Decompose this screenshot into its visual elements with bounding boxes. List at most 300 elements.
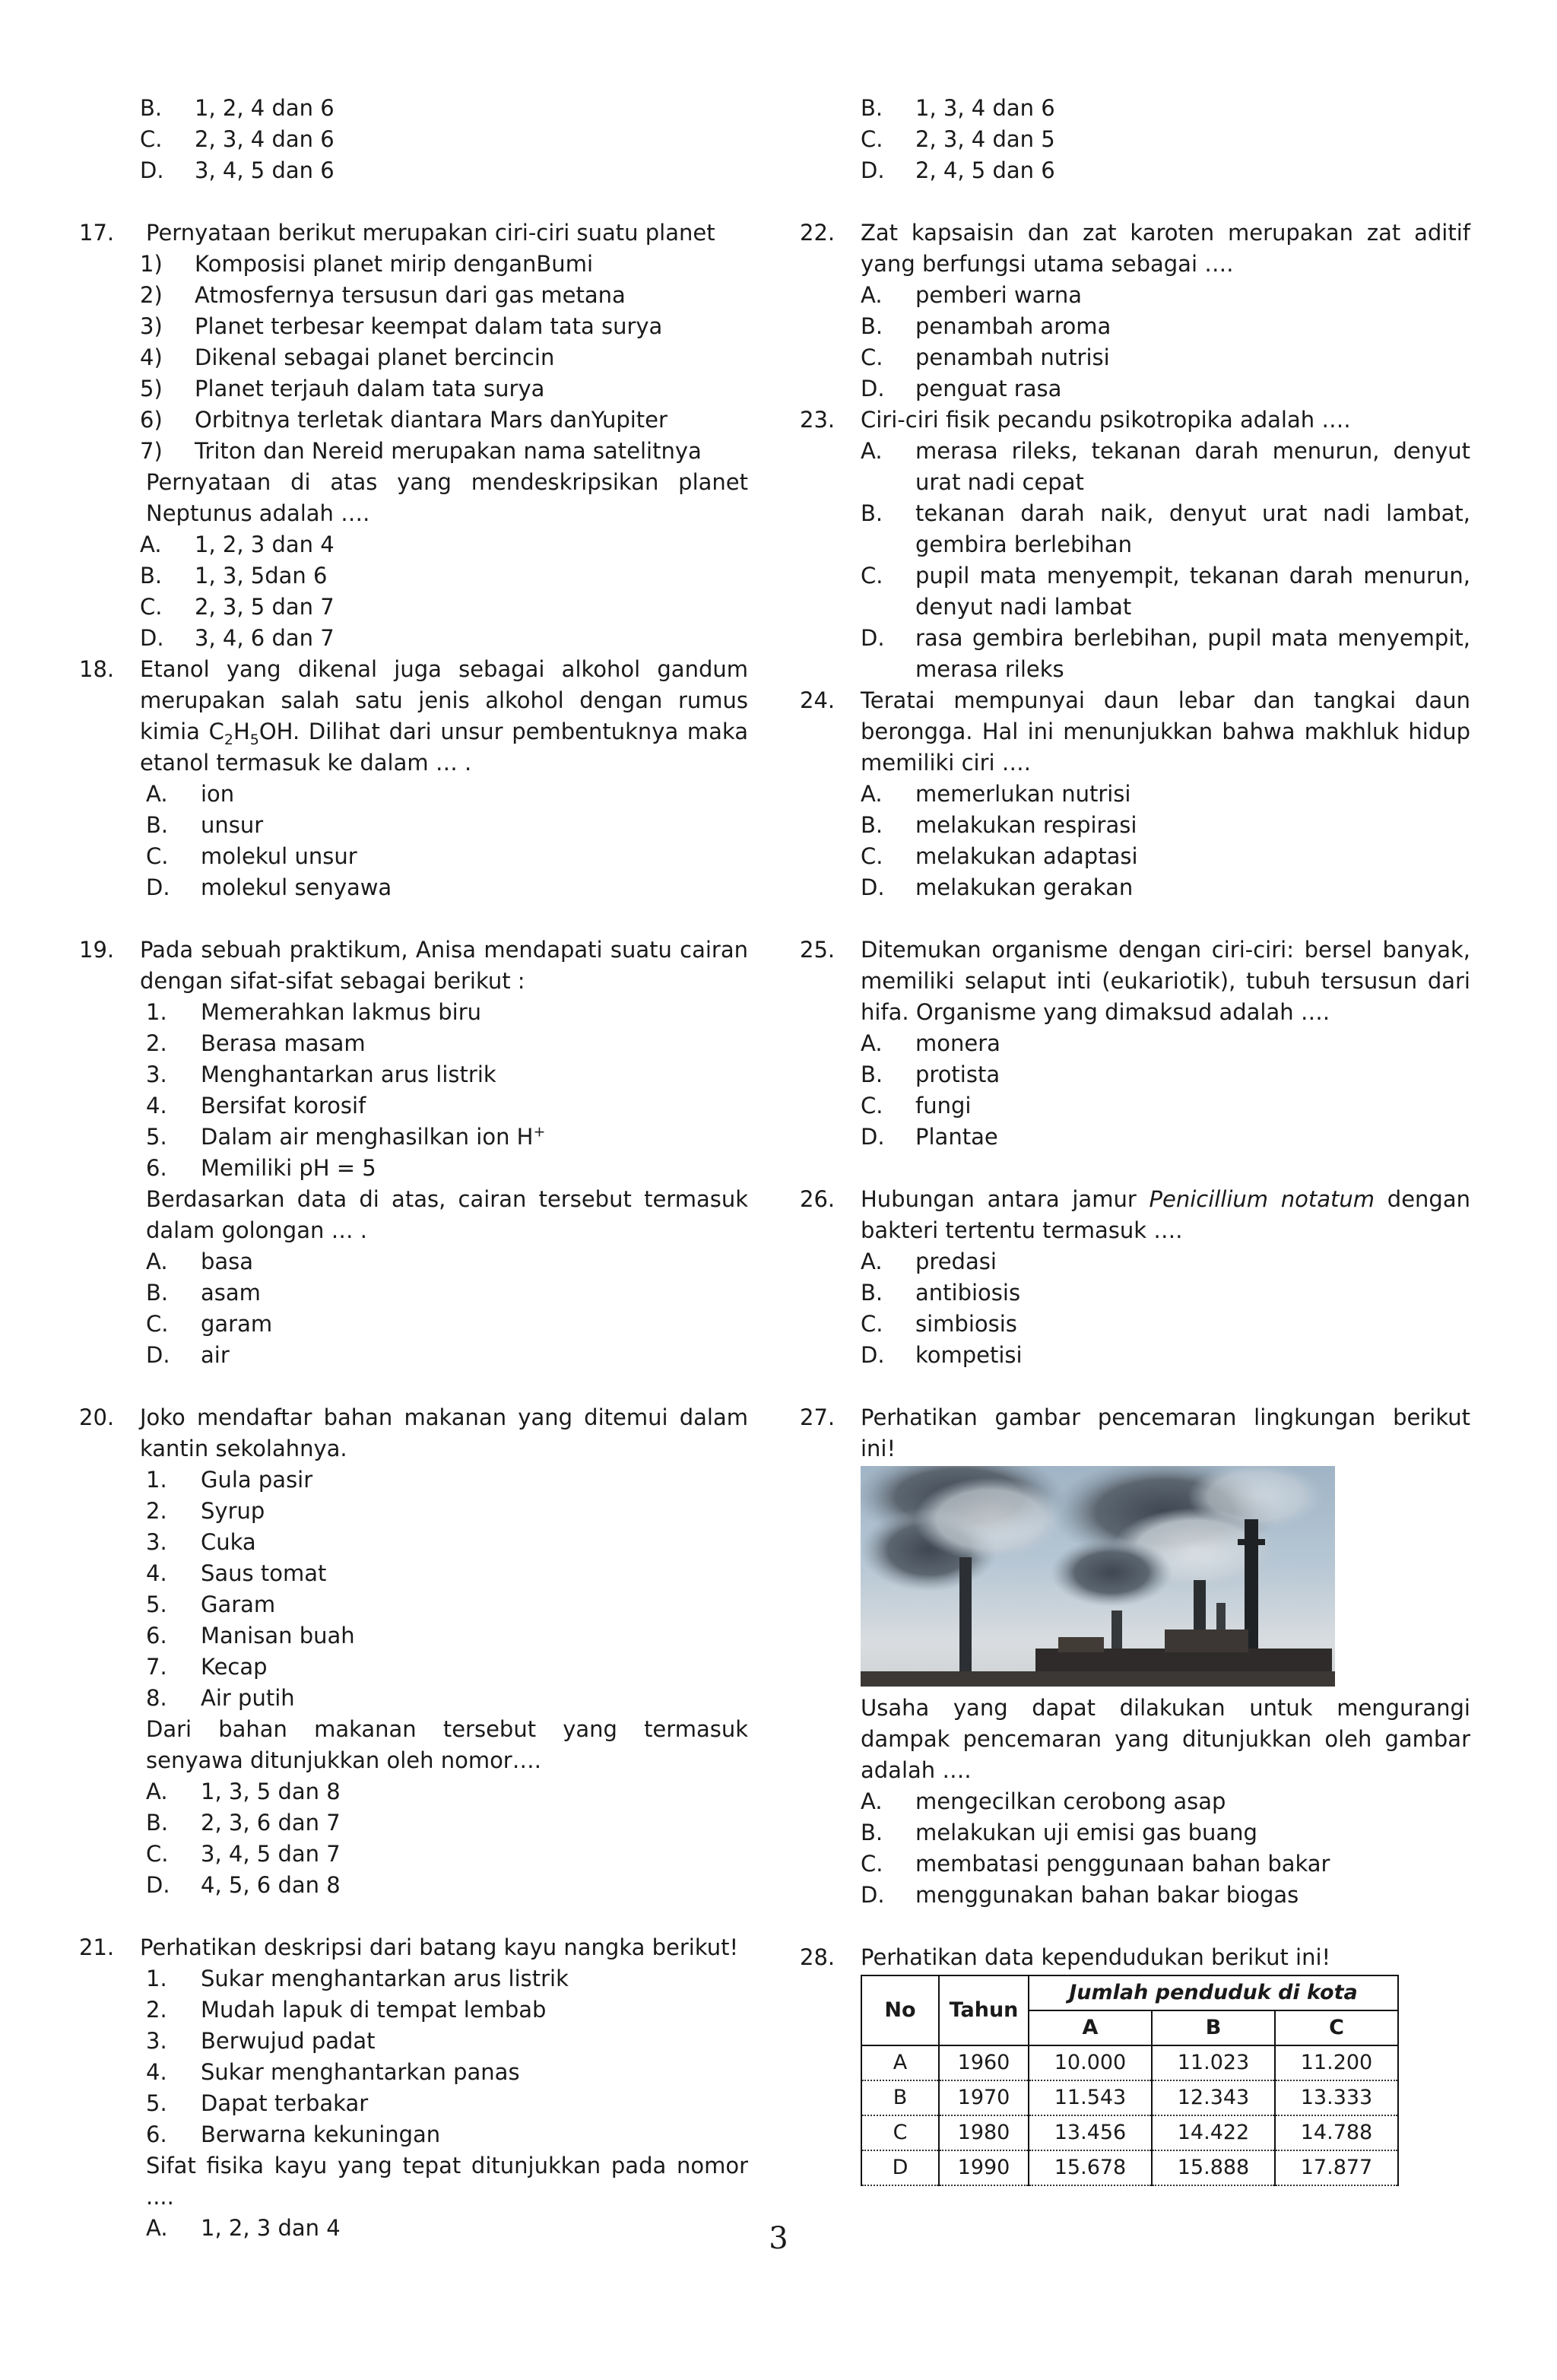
cell-value: 15.888: [1152, 2150, 1275, 2185]
cell-value: 11.023: [1152, 2045, 1275, 2080]
subscript: 5: [249, 731, 259, 748]
statement-item: [140, 373, 748, 405]
cell-no: A: [861, 2045, 939, 2080]
item-text: Komposisi planet mirip denganBumi: [195, 251, 593, 277]
option-label: C.: [861, 126, 883, 152]
question-21: [79, 1932, 748, 2244]
option-label: B.: [861, 812, 883, 838]
option-text: merasa rileks, tekanan darah menurun, denyut urat nadi cepat: [915, 438, 1470, 495]
cell-value: 14.422: [1152, 2115, 1275, 2150]
smokestack-illustration: [861, 1466, 1335, 1687]
option-text: rasa gembira berlebihan, pupil mata menyempit, merasa rileks: [915, 625, 1470, 682]
option-d[interactable]: [861, 373, 1470, 405]
option-label: A.: [146, 781, 168, 807]
table-row: [861, 2115, 1398, 2150]
option-text: 2, 3, 4 dan 6: [195, 126, 335, 152]
question-number: 24.: [800, 687, 836, 713]
table-row: [861, 2150, 1398, 2185]
item-text: Garam: [201, 1591, 276, 1617]
option-text: penguat rasa: [915, 376, 1062, 401]
cell-no: C: [861, 2115, 939, 2150]
question-number: 18.: [79, 656, 115, 682]
food-item: [146, 1652, 748, 1683]
item-text: Gula pasir: [201, 1467, 313, 1493]
question-27: [800, 1402, 1470, 1911]
item-label: 1): [140, 251, 163, 277]
question-number: 21.: [79, 1934, 115, 1960]
property-item: [146, 1090, 748, 1122]
item-label: 4.: [146, 1093, 167, 1119]
item-text: Memiliki pH = 5: [201, 1155, 376, 1181]
question-number: 27.: [800, 1404, 836, 1430]
option-label: B.: [861, 95, 883, 121]
item-text: Berwujud padat: [201, 2028, 376, 2054]
right-column: [800, 93, 1470, 2186]
item-text: Dikenal sebagai planet bercincin: [195, 344, 555, 370]
item-text: Bersifat korosif: [201, 1093, 366, 1119]
question-19: [79, 935, 748, 1371]
option-text: molekul unsur: [201, 843, 357, 869]
option-text: basa: [201, 1249, 254, 1274]
option-label: D.: [861, 874, 885, 900]
option-b[interactable]: [146, 810, 748, 841]
item-text: Atmosfernya tersusun dari gas metana: [195, 282, 626, 308]
food-item: [146, 1527, 748, 1558]
item-text: Planet terbesar keempat dalam tata surya: [195, 313, 663, 339]
option-a[interactable]: [861, 280, 1470, 311]
header-city-c: C: [1275, 2010, 1398, 2045]
item-label: 8.: [146, 1685, 167, 1711]
option-text: predasi: [915, 1249, 997, 1274]
item-label: 4.: [146, 1560, 167, 1586]
option-a[interactable]: [861, 1246, 1470, 1277]
option-text: membatasi penggunaan bahan bakar: [915, 1851, 1330, 1877]
option-text: asam: [201, 1280, 261, 1306]
option-a[interactable]: [861, 1786, 1470, 1817]
option-label: D.: [140, 625, 164, 651]
statement-item: [140, 249, 748, 280]
option-b[interactable]: [146, 1277, 748, 1309]
option-label: C.: [861, 344, 883, 370]
stem-text: Etanol yang dikenal juga sebagai alkohol gandum merupakan salah satu jenis alkohol dengan rumus kimia C: [140, 656, 748, 744]
question-stem: [861, 1184, 1470, 1246]
left-column: [79, 93, 748, 2244]
question-stem: Zat kapsaisin dan zat karoten merupakan zat aditif yang berfungsi utama sebagai ….: [861, 220, 1470, 277]
table-row: [861, 2045, 1398, 2080]
option-c[interactable]: [861, 1090, 1470, 1122]
option-text: 1, 2, 3 dan 4: [195, 532, 335, 557]
option-text: mengecilkan cerobong asap: [915, 1788, 1226, 1814]
question-25: [800, 935, 1470, 1153]
question-closing: Pernyataan di atas yang mendeskripsikan planet Neptunus adalah ….: [146, 469, 748, 526]
item-label: 6.: [146, 2121, 167, 2147]
item-text: Memerahkan lakmus biru: [201, 999, 482, 1025]
option-b[interactable]: [861, 498, 1470, 560]
question-22: [800, 217, 1470, 405]
option-label: C.: [140, 594, 163, 620]
question-number: 26.: [800, 1186, 836, 1212]
item-text: Cuka: [201, 1529, 256, 1555]
option-label: B.: [140, 563, 163, 589]
food-item: [146, 1464, 748, 1496]
item-label: 2): [140, 282, 163, 308]
option-a[interactable]: [861, 436, 1470, 498]
header-no: No: [861, 1975, 939, 2045]
question-number: 19.: [79, 937, 115, 963]
page-number: 3: [769, 2221, 788, 2256]
option-text: 2, 3, 6 dan 7: [201, 1810, 341, 1836]
option-c[interactable]: [861, 342, 1470, 373]
option-text: unsur: [201, 812, 264, 838]
item-text: Planet terjauh dalam tata surya: [195, 376, 545, 401]
question-21-continued: [800, 93, 1470, 186]
option-text: pemberi warna: [915, 282, 1083, 308]
item-text: Berasa masam: [201, 1030, 366, 1056]
item-text: Sukar menghantarkan arus listrik: [201, 1966, 569, 1991]
option-label: C.: [146, 1311, 169, 1337]
option-label: B.: [140, 95, 163, 121]
option-label: D.: [146, 1872, 170, 1898]
option-text: 3, 4, 6 dan 7: [195, 625, 335, 651]
food-item: [146, 1620, 748, 1652]
option-text: molekul senyawa: [201, 874, 392, 900]
option-a[interactable]: [861, 779, 1470, 810]
item-text: Saus tomat: [201, 1560, 327, 1586]
item-label: 2.: [146, 1498, 167, 1524]
question-number: 28.: [800, 1944, 836, 1970]
option-label: A.: [861, 1788, 883, 1814]
option-b[interactable]: [861, 311, 1470, 342]
option-label: C.: [861, 1093, 883, 1119]
option-label: D.: [861, 1342, 885, 1368]
option-label: C.: [861, 1851, 883, 1877]
item-label: 7): [140, 438, 163, 464]
stem-text: Hubungan antara jamur: [861, 1186, 1150, 1212]
option-label: A.: [140, 532, 162, 557]
option-c[interactable]: [861, 124, 1470, 155]
item-text: Orbitnya terletak diantara Mars danYupiter: [195, 407, 668, 433]
food-item: [146, 1589, 748, 1620]
option-text: garam: [201, 1311, 273, 1337]
option-c[interactable]: [146, 1839, 748, 1870]
option-b[interactable]: [146, 1807, 748, 1839]
question-28: [800, 1942, 1470, 2186]
item-text: Manisan buah: [201, 1623, 355, 1649]
option-d[interactable]: [140, 623, 748, 654]
statement-item: [140, 280, 748, 311]
property-item: [146, 2088, 748, 2119]
item-label: 1.: [146, 1467, 167, 1493]
statement-item: [140, 436, 748, 467]
option-a[interactable]: [861, 1028, 1470, 1059]
option-label: D.: [861, 625, 885, 651]
property-item: [146, 1994, 748, 2026]
option-text: melakukan gerakan: [915, 874, 1134, 900]
food-item: [146, 1496, 748, 1527]
option-b[interactable]: [861, 1059, 1470, 1090]
question-number: 23.: [800, 407, 836, 433]
option-label: D.: [861, 1124, 885, 1150]
option-text: melakukan respirasi: [915, 812, 1137, 838]
item-label: 5.: [146, 1124, 167, 1150]
item-label: 2.: [146, 1030, 167, 1056]
item-label: 1.: [146, 999, 167, 1025]
option-c[interactable]: [146, 841, 748, 872]
question-stem: Perhatikan data kependudukan berikut ini!: [861, 1944, 1331, 1970]
option-text: melakukan uji emisi gas buang: [915, 1820, 1257, 1845]
question-stem: Perhatikan gambar pencemaran lingkungan berikut ini!: [861, 1404, 1470, 1461]
option-b[interactable]: [861, 93, 1470, 124]
cell-tahun: 1960: [939, 2045, 1029, 2080]
option-label: B.: [861, 500, 883, 526]
item-text: Sukar menghantarkan panas: [201, 2059, 520, 2085]
question-stem: Teratai mempunyai daun lebar dan tangkai daun berongga. Hal ini menunjukkan bahwa makhluk hidup memiliki ciri ….: [861, 687, 1470, 776]
option-a[interactable]: [146, 1776, 748, 1807]
question-18: [79, 654, 748, 903]
cell-value: 11.543: [1029, 2080, 1152, 2115]
property-item: [146, 1963, 748, 1994]
option-text: fungi: [915, 1093, 972, 1119]
option-text: 2, 4, 5 dan 6: [915, 157, 1055, 183]
option-b[interactable]: [861, 1817, 1470, 1848]
option-d[interactable]: [146, 1340, 748, 1371]
option-text: Plantae: [915, 1124, 998, 1150]
property-item: [146, 2026, 748, 2057]
property-item: [146, 1028, 748, 1059]
superscript: +: [533, 1123, 546, 1141]
option-label: A.: [146, 1249, 168, 1274]
statement-item: [140, 311, 748, 342]
option-label: A.: [861, 1249, 883, 1274]
option-d[interactable]: [861, 155, 1470, 186]
option-a[interactable]: [140, 529, 748, 560]
cell-tahun: 1980: [939, 2115, 1029, 2150]
option-c[interactable]: [140, 124, 748, 155]
option-text: 1, 2, 3 dan 4: [201, 2215, 341, 2241]
option-label: C.: [861, 1311, 883, 1337]
cell-tahun: 1990: [939, 2150, 1029, 2185]
item-text: Syrup: [201, 1498, 265, 1524]
question-stem: Pernyataan berikut merupakan ciri-ciri suatu planet: [146, 220, 715, 246]
option-text: 1, 3, 5 dan 8: [201, 1779, 341, 1804]
option-c[interactable]: [861, 841, 1470, 872]
stem-text: OH. Dilihat dari unsur pembentuknya maka etanol termasuk ke dalam … .: [140, 719, 748, 776]
question-20: [79, 1402, 748, 1901]
option-label: C.: [146, 843, 169, 869]
option-text: 4, 5, 6 dan 8: [201, 1872, 341, 1898]
option-label: A.: [146, 1779, 168, 1804]
food-item: [146, 1683, 748, 1714]
option-label: C.: [140, 126, 163, 152]
option-a[interactable]: [146, 779, 748, 810]
option-text: simbiosis: [915, 1311, 1017, 1337]
question-stem: [140, 654, 748, 779]
option-text: menggunakan bahan bakar biogas: [915, 1882, 1299, 1908]
subscript: 2: [224, 731, 233, 748]
property-item: [146, 2057, 748, 2088]
option-c[interactable]: [140, 592, 748, 623]
cell-value: 10.000: [1029, 2045, 1152, 2080]
cell-value: 13.333: [1275, 2080, 1398, 2115]
item-label: 6): [140, 407, 163, 433]
option-text: protista: [915, 1061, 1000, 1087]
option-d[interactable]: [861, 623, 1470, 685]
item-label: 5.: [146, 2090, 167, 2116]
property-item: [146, 1122, 748, 1153]
question-stem: Ciri-ciri fisik pecandu psikotropika adalah ….: [861, 407, 1351, 433]
option-b[interactable]: [140, 93, 748, 124]
cell-value: 13.456: [1029, 2115, 1152, 2150]
option-d[interactable]: [861, 1122, 1470, 1153]
option-text: 3, 4, 5 dan 6: [195, 157, 335, 183]
option-b[interactable]: [140, 560, 748, 592]
item-label: 6.: [146, 1155, 167, 1181]
item-label: 5): [140, 376, 163, 401]
option-label: A.: [861, 1030, 883, 1056]
statement-item: [140, 342, 748, 373]
option-c[interactable]: [146, 1309, 748, 1340]
header-tahun: Tahun: [939, 1975, 1029, 2045]
option-label: D.: [140, 157, 164, 183]
question-closing: Usaha yang dapat dilakukan untuk mengurangi dampak pencemaran yang ditunjukkan oleh gambar adalah ….: [861, 1695, 1470, 1783]
option-label: A.: [861, 781, 883, 807]
stem-text: H: [233, 719, 250, 744]
question-26: [800, 1184, 1470, 1371]
item-text: Mudah lapuk di tempat lembab: [201, 1997, 547, 2023]
option-text: 1, 2, 4 dan 6: [195, 95, 335, 121]
option-label: C.: [861, 563, 883, 589]
item-label: 5.: [146, 1591, 167, 1617]
option-c[interactable]: [861, 1848, 1470, 1880]
item-label: 6.: [146, 1623, 167, 1649]
question-16-continued: [79, 93, 748, 186]
option-text: tekanan darah naik, denyut urat nadi lambat, gembira berlebihan: [915, 500, 1470, 557]
question-24: [800, 685, 1470, 903]
question-17: [79, 217, 748, 654]
option-label: D.: [146, 874, 170, 900]
question-23: [800, 405, 1470, 685]
question-stem: Pada sebuah praktikum, Anisa mendapati suatu cairan dengan sifat-sifat sebagai berikut :: [140, 937, 748, 994]
option-label: B.: [146, 1810, 169, 1836]
cell-value: 17.877: [1275, 2150, 1398, 2185]
cell-value: 15.678: [1029, 2150, 1152, 2185]
option-a[interactable]: [146, 1246, 748, 1277]
option-text: air: [201, 1342, 230, 1368]
pollution-smokestack-photo: [861, 1466, 1335, 1687]
option-label: C.: [861, 843, 883, 869]
question-closing: Sifat fisika kayu yang tepat ditunjukkan pada nomor ....: [146, 2153, 748, 2210]
option-text: penambah nutrisi: [915, 344, 1110, 370]
option-text: 1, 3, 4 dan 6: [915, 95, 1055, 121]
cell-tahun: 1970: [939, 2080, 1029, 2115]
option-text: 2, 3, 5 dan 7: [195, 594, 335, 620]
item-label: 4.: [146, 2059, 167, 2085]
option-b[interactable]: [861, 810, 1470, 841]
option-b[interactable]: [861, 1277, 1470, 1309]
cell-value: 11.200: [1275, 2045, 1398, 2080]
option-text: pupil mata menyempit, tekanan darah menurun, denyut nadi lambat: [915, 563, 1470, 620]
question-number: 17.: [79, 220, 115, 246]
item-text: Dalam air menghasilkan ion H: [201, 1124, 534, 1150]
option-label: B.: [146, 1280, 169, 1306]
option-c[interactable]: [861, 1309, 1470, 1340]
property-item: [146, 1153, 748, 1184]
option-label: A.: [146, 2215, 168, 2241]
food-item: [146, 1558, 748, 1589]
cell-no: B: [861, 2080, 939, 2115]
cell-no: D: [861, 2150, 939, 2185]
item-label: 3): [140, 313, 163, 339]
question-stem: Ditemukan organisme dengan ciri-ciri: bersel banyak, memiliki selaput inti (eukariotik), tubuh tersusun dari hifa. Organisme yang dimaksud adalah ….: [861, 937, 1470, 1025]
property-item: [146, 1059, 748, 1090]
option-label: D.: [861, 376, 885, 401]
option-text: 3, 4, 5 dan 7: [201, 1841, 341, 1867]
option-label: B.: [861, 1061, 883, 1087]
option-label: D.: [861, 1882, 885, 1908]
question-number: 22.: [800, 220, 836, 246]
option-label: B.: [861, 1280, 883, 1306]
option-c[interactable]: [861, 560, 1470, 623]
header-city-a: A: [1029, 2010, 1152, 2045]
item-label: 3.: [146, 2028, 167, 2054]
option-label: B.: [861, 313, 883, 339]
item-label: 4): [140, 344, 163, 370]
option-label: B.: [146, 812, 169, 838]
option-d[interactable]: [146, 1870, 748, 1901]
item-text: Berwarna kekuningan: [201, 2121, 441, 2147]
option-label: A.: [861, 282, 883, 308]
item-text: Air putih: [201, 1685, 295, 1711]
option-label: D.: [861, 157, 885, 183]
option-d[interactable]: [140, 155, 748, 186]
cell-value: 14.788: [1275, 2115, 1398, 2150]
statement-item: [140, 405, 748, 436]
item-label: 3.: [146, 1061, 167, 1087]
option-text: melakukan adaptasi: [915, 843, 1138, 869]
option-label: D.: [146, 1342, 170, 1368]
option-label: C.: [146, 1841, 169, 1867]
question-closing: Dari bahan makanan tersebut yang termasuk senyawa ditunjukkan oleh nomor….: [146, 1716, 748, 1773]
option-text: 1, 3, 5dan 6: [195, 563, 328, 589]
header-group: Jumlah penduduk di kota: [1029, 1975, 1398, 2010]
property-item: [146, 2119, 748, 2150]
item-text: Triton dan Nereid merupakan nama satelitnya: [195, 438, 702, 464]
option-d[interactable]: [861, 1880, 1470, 1911]
property-item: [146, 997, 748, 1028]
item-label: 2.: [146, 1997, 167, 2023]
species-name: Penicillium notatum: [1149, 1186, 1375, 1212]
question-stem: Joko mendaftar bahan makanan yang ditemui dalam kantin sekolahnya.: [140, 1404, 748, 1461]
option-d[interactable]: [861, 872, 1470, 903]
item-text: Kecap: [201, 1654, 268, 1680]
option-d[interactable]: [146, 872, 748, 903]
question-number: 20.: [79, 1404, 115, 1430]
item-label: 3.: [146, 1529, 167, 1555]
cell-value: 12.343: [1152, 2080, 1275, 2115]
option-label: B.: [861, 1820, 883, 1845]
question-closing: Berdasarkan data di atas, cairan tersebut termasuk dalam golongan … .: [146, 1186, 748, 1243]
item-text: Dapat terbakar: [201, 2090, 369, 2116]
item-text: Menghantarkan arus listrik: [201, 1061, 496, 1087]
item-label: 7.: [146, 1654, 167, 1680]
option-text: penambah aroma: [915, 313, 1111, 339]
option-d[interactable]: [861, 1340, 1470, 1371]
table-row: [861, 2080, 1398, 2115]
option-text: 2, 3, 4 dan 5: [915, 126, 1055, 152]
option-text: ion: [201, 781, 235, 807]
option-text: monera: [915, 1030, 1000, 1056]
option-text: antibiosis: [915, 1280, 1021, 1306]
